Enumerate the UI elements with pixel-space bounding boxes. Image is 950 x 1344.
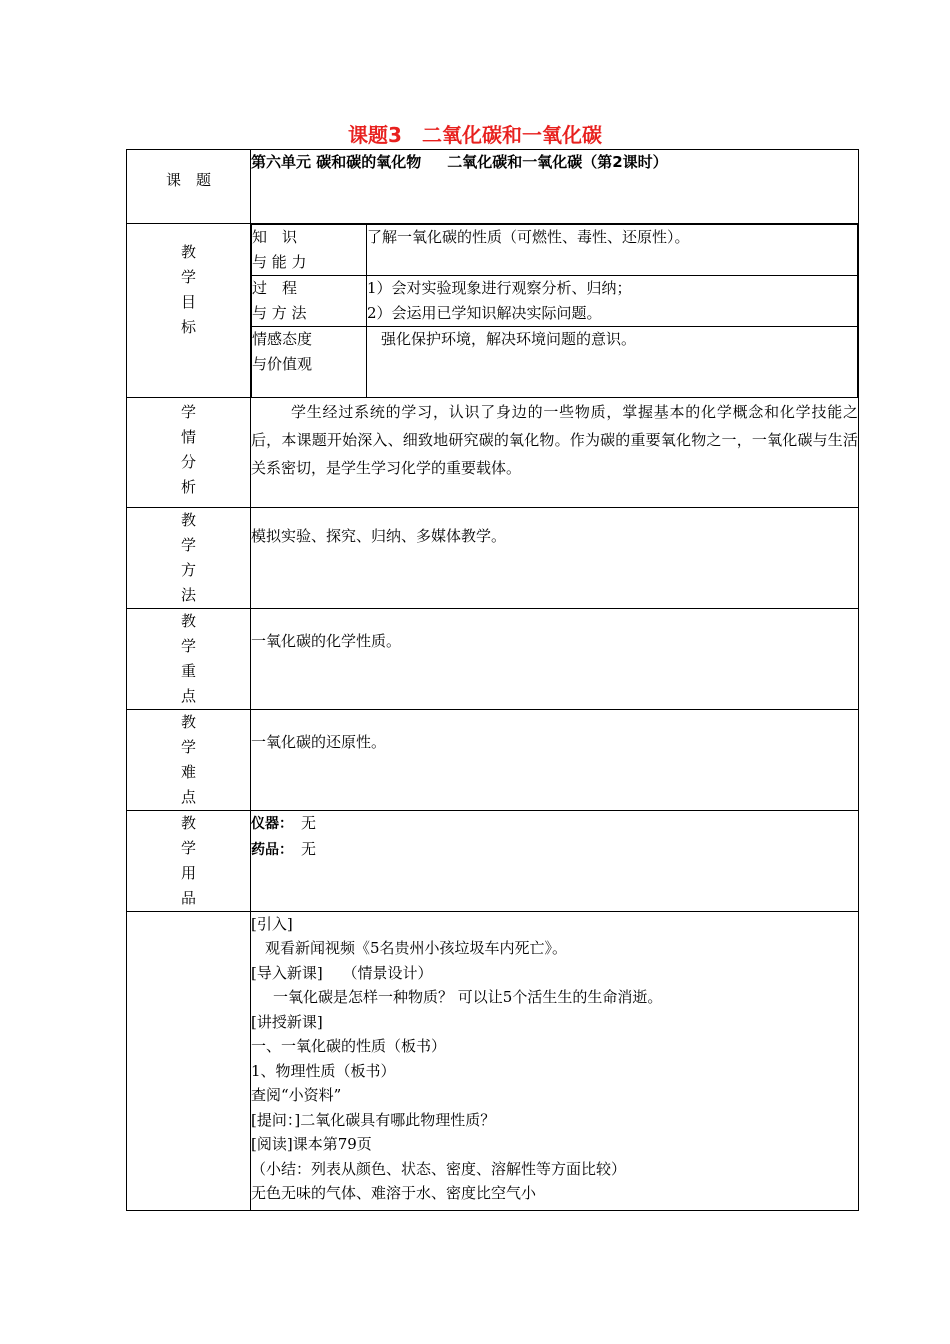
objective-process-line-2: 2）会运用已学知识解决实际问题。	[367, 304, 602, 322]
process-line: 一、一氧化碳的性质（板书）	[251, 1037, 447, 1055]
label-char: 教	[180, 611, 196, 630]
process-line: [提问：]二氧化碳具有哪此物理性质？	[251, 1110, 496, 1129]
label-char: 教	[180, 712, 196, 731]
unit-name: 第六单元 碳和碳的氧化物	[251, 153, 422, 171]
content-method	[251, 507, 859, 608]
label-analysis	[127, 397, 251, 507]
row-topic	[127, 150, 859, 224]
label-topic	[127, 150, 251, 224]
label-char: 目	[180, 293, 196, 311]
process-line: [引入]	[251, 914, 293, 933]
process-line: （小结：列表从颜色、状态、密度、溶解性等方面比较）	[251, 1159, 627, 1178]
label-char: 情	[180, 427, 196, 446]
label-char: 学	[180, 535, 196, 554]
method-content: 模拟实验、探究、归纳、多媒体教学。	[251, 526, 507, 545]
label-char: 标	[180, 318, 196, 336]
page-title	[0, 120, 950, 150]
label-char: 学	[180, 737, 196, 756]
row-materials	[127, 810, 859, 911]
objective-attitude-label-2: 与价值观	[252, 355, 313, 373]
materials-medicine	[251, 837, 858, 863]
content-analysis	[251, 397, 859, 507]
row-analysis	[127, 397, 859, 507]
process-line: 1、物理性质（板书）	[251, 1061, 396, 1080]
label-char: 重	[180, 661, 196, 680]
objective-knowledge	[252, 225, 858, 276]
objective-knowledge-content: 了解一氧化碳的性质（可燃性、毒性、还原性）。	[367, 228, 690, 246]
process-line: 一氧化碳是怎样一种物质？ 可以让5个活生生的生命消逝。	[273, 988, 663, 1006]
label-char: 学	[180, 838, 196, 857]
label-materials	[127, 810, 251, 911]
content-process	[251, 911, 859, 1210]
label-char: 教	[180, 510, 196, 529]
instrument-value: 无	[301, 813, 317, 832]
analysis-paragraph: 学生经过系统的学习，认识了身边的一些物质，掌握基本的化学概念和化学技能之后，本课题开始深入、细致地研究碳的氧化物。作为碳的重要氧化物之一，一氧化碳与生活关系密切，是学生学习化学的重要载体。	[251, 402, 858, 477]
process-line: 无色无味的气体、难溶于水、密度比空气小	[251, 1184, 537, 1202]
objectives-subtable	[251, 224, 858, 397]
row-key-point	[127, 608, 859, 709]
row-method	[127, 507, 859, 608]
objective-knowledge-label-1: 知 识	[252, 228, 298, 246]
content-difficulty	[251, 709, 859, 810]
process-line: [讲授新课]	[251, 1012, 323, 1031]
objective-attitude	[252, 327, 858, 397]
lesson-plan-table	[126, 149, 859, 1211]
label-objectives	[127, 224, 251, 398]
row-process	[127, 911, 859, 1210]
objective-attitude-content: 强化保护环境，解决环境问题的意识。	[381, 330, 637, 348]
materials-instrument	[251, 811, 858, 837]
label-char: 难	[180, 762, 196, 781]
label-process	[127, 911, 251, 1210]
content-objectives	[251, 224, 859, 398]
label-char: 用	[180, 863, 196, 882]
label-char: 点	[180, 686, 196, 705]
key-point-content: 一氧化碳的化学性质。	[251, 631, 402, 650]
label-char: 学	[180, 402, 196, 421]
label-char: 教	[180, 813, 196, 832]
title-part-1: 课题3	[348, 123, 402, 147]
lesson-name: 二氧化碳和一氧化碳（第2课时）	[447, 153, 668, 171]
label-char: 法	[180, 585, 196, 604]
medicine-label: 药品：	[251, 841, 293, 858]
instrument-label: 仪器：	[251, 815, 293, 832]
objective-process-line-1: 1）会对实验现象进行观察分析、归纳；	[367, 279, 632, 297]
label-char: 品	[180, 888, 196, 907]
process-line: [阅读]课本第79页	[251, 1135, 372, 1153]
difficulty-content: 一氧化碳的还原性。	[251, 732, 387, 751]
row-difficulty	[127, 709, 859, 810]
objective-process-label-1: 过 程	[252, 279, 298, 297]
content-materials	[251, 810, 859, 911]
label-char: 方	[180, 560, 196, 579]
row-objectives	[127, 224, 859, 398]
label-method	[127, 507, 251, 608]
label-char: 学	[180, 268, 196, 286]
label-char: 教	[180, 243, 196, 261]
label-char: 分	[180, 452, 196, 471]
medicine-value: 无	[301, 839, 317, 858]
objective-process	[252, 276, 858, 327]
label-char: 点	[180, 787, 196, 806]
objective-process-label-2: 与 方 法	[252, 304, 307, 322]
content-key-point	[251, 608, 859, 709]
content-topic	[251, 150, 859, 224]
label-difficulty	[127, 709, 251, 810]
objective-attitude-label-1: 情感态度	[252, 330, 313, 348]
label-topic-text: 课 题	[165, 171, 211, 189]
objective-knowledge-label-2: 与 能 力	[252, 253, 307, 271]
label-char: 学	[180, 636, 196, 655]
label-char: 析	[180, 477, 196, 496]
process-line: 观看新闻视频《5名贵州小孩垃圾车内死亡》。	[265, 939, 568, 957]
process-line: 查阅“小资料”	[251, 1086, 342, 1104]
label-key-point	[127, 608, 251, 709]
title-part-2: 二氧化碳和一氧化碳	[421, 123, 602, 147]
process-line: [导入新课] （情景设计）	[251, 963, 433, 982]
